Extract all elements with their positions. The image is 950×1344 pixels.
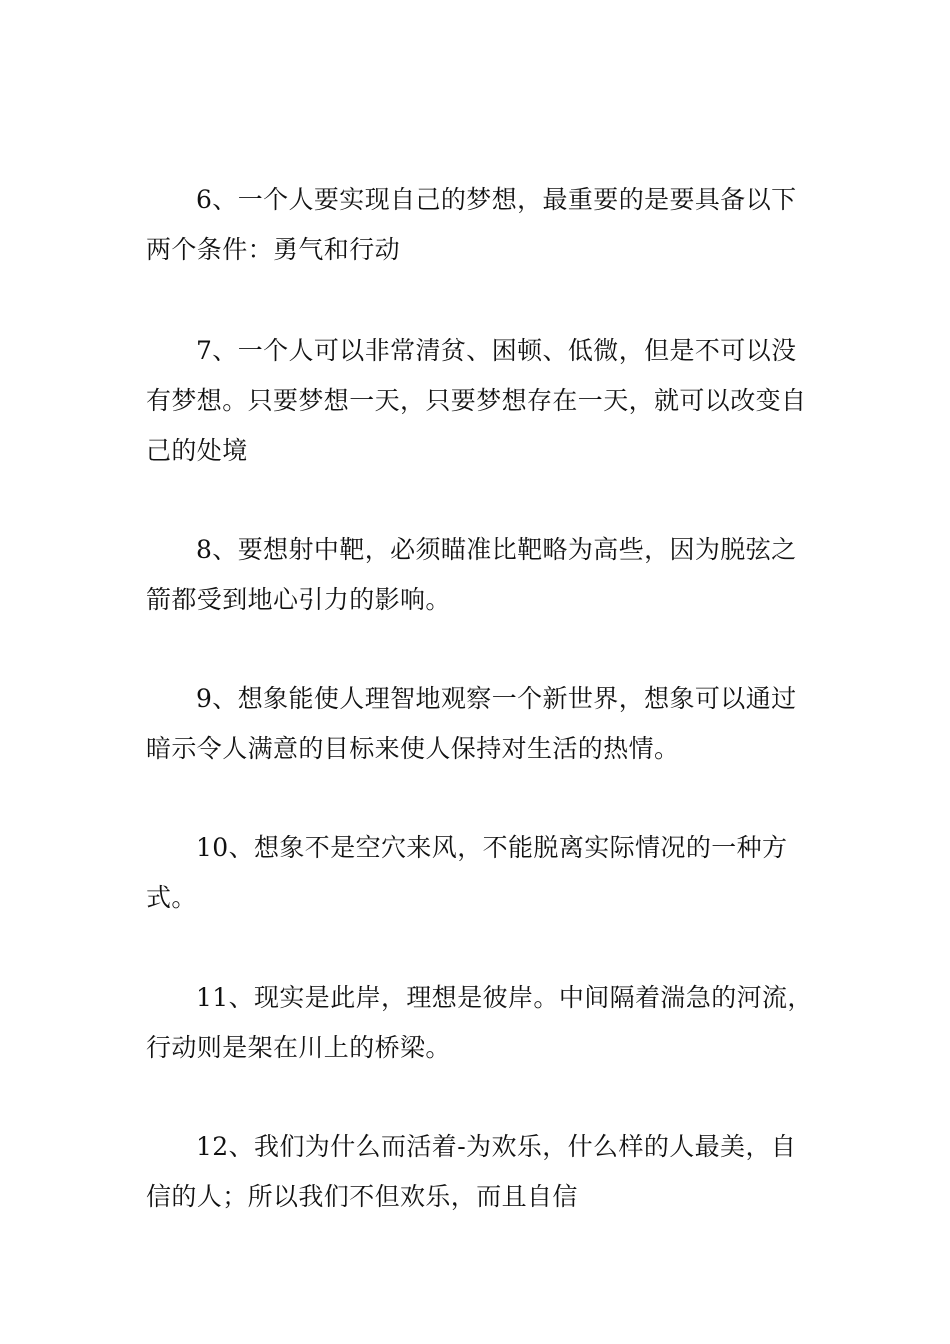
paragraph-6: 6、一个人要实现自己的梦想，最重要的是要具备以下两个条件：勇气和行动 xyxy=(146,185,797,264)
paragraph-12: 12、我们为什么而活着-为欢乐，什么样的人最美，自信的人；所以我们不但欢乐，而且自信 xyxy=(146,1132,797,1211)
paragraph-8: 8、要想射中靶，必须瞄准比靶略为高些，因为脱弦之箭都受到地心引力的影响。 xyxy=(146,535,797,614)
paragraph-9: 9、想象能使人理智地观察一个新世界，想象可以通过暗示令人满意的目标来使人保持对生活的热情。 xyxy=(146,684,797,763)
paragraph-10: 10、想象不是空穴来风，不能脱离实际情况的一种方式。 xyxy=(146,833,788,912)
paragraph-7: 7、一个人可以非常清贫、困顿、低微，但是不可以没有梦想。只要梦想一天，只要梦想存在一天，就可以改变自己的处境 xyxy=(146,336,807,465)
paragraph-11: 11、现实是此岸，理想是彼岸。中间隔着湍急的河流，行动则是架在川上的桥梁。 xyxy=(146,983,813,1062)
